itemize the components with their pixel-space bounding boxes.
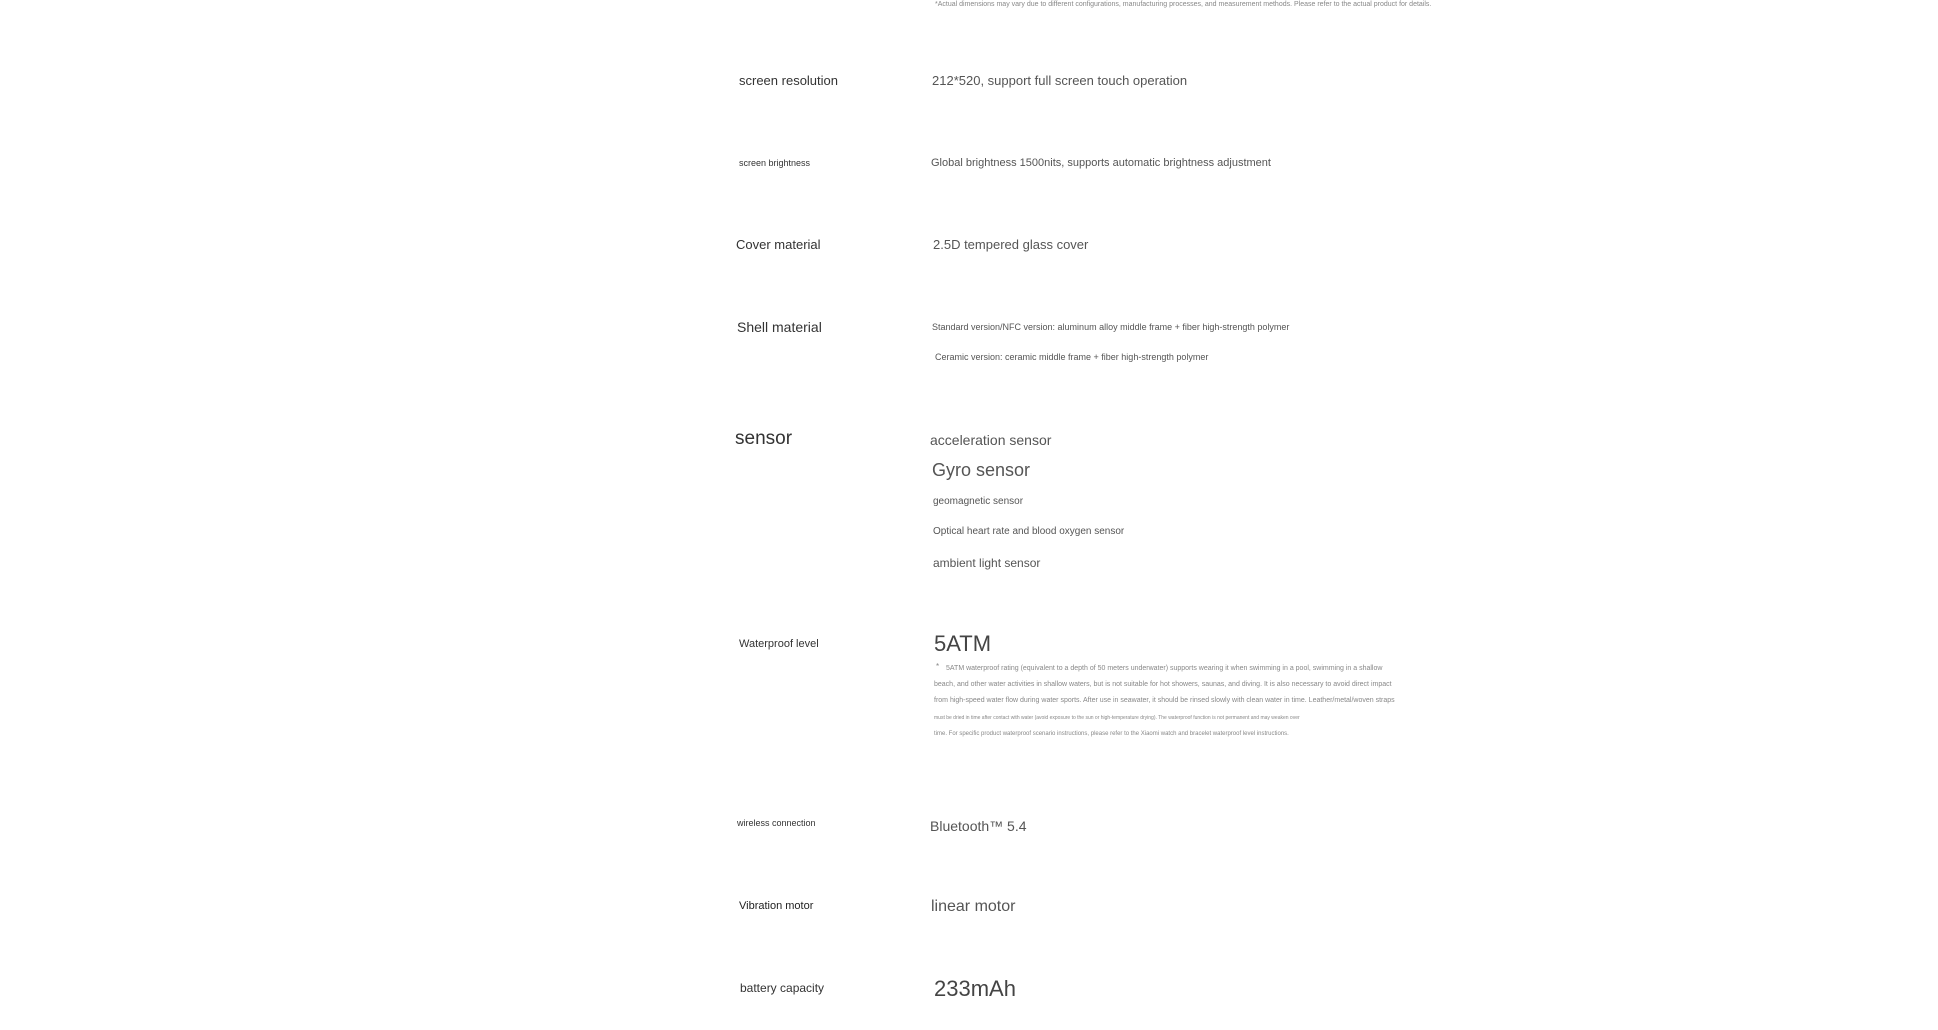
dimensions-footnote: *Actual dimensions may vary due to different configurations, manufacturing processes, and measurement methods. Please refer to the actual product for details. bbox=[935, 1, 1432, 8]
spec-value-sensor-ambient-light: ambient light sensor bbox=[933, 556, 1041, 570]
spec-label-shell-material: Shell material bbox=[737, 319, 822, 335]
spec-label-waterproof-level: Waterproof level bbox=[739, 638, 819, 650]
spec-label-screen-brightness: screen brightness bbox=[739, 158, 811, 168]
spec-label-battery-capacity: battery capacity bbox=[740, 981, 825, 995]
waterproof-note-line: 5ATM waterproof rating (equivalent to a depth of 50 meters underwater) supports wearing it when swimming in a pool, swimming in a shallow bbox=[946, 665, 1383, 672]
spec-value-sensor-acceleration: acceleration sensor bbox=[930, 432, 1052, 448]
spec-value-battery-capacity: 233mAh bbox=[934, 976, 1016, 1001]
spec-label-screen-resolution: screen resolution bbox=[739, 73, 838, 88]
waterproof-note-line: beach, and other water activities in shallow waters, but is not suitable for hot showers, saunas, and diving. It is also necessary to avoid direct impact bbox=[934, 681, 1392, 688]
spec-label-wireless-connection: wireless connection bbox=[737, 818, 816, 828]
spec-label-sensor: sensor bbox=[735, 428, 793, 449]
spec-value-waterproof-rating: 5ATM bbox=[934, 631, 992, 656]
spec-value-vibration-motor: linear motor bbox=[931, 898, 1016, 915]
spec-value-sensor-geomagnetic: geomagnetic sensor bbox=[933, 496, 1024, 507]
spec-value-screen-brightness: Global brightness 1500nits, supports automatic brightness adjustment bbox=[931, 157, 1271, 169]
spec-label-vibration-motor: Vibration motor bbox=[739, 900, 814, 912]
spec-value-screen-resolution: 212*520, support full screen touch operation bbox=[932, 73, 1188, 88]
waterproof-note-line: must be dried in time after contact with water (avoid exposure to the sun or high-temperature drying). The waterproof function is not permanent and may weaken over bbox=[934, 715, 1300, 721]
spec-value-shell-material-standard: Standard version/NFC version: aluminum alloy middle frame + fiber high-strength polymer bbox=[932, 322, 1290, 332]
spec-label-cover-material: Cover material bbox=[736, 237, 821, 252]
spec-value-cover-material: 2.5D tempered glass cover bbox=[933, 237, 1089, 252]
waterproof-note-line: from high-speed water flow during water sports. After use in seawater, it should be rinsed slowly with clean water in time. Leather/metal/woven straps bbox=[934, 697, 1395, 704]
spec-value-sensor-heart-rate: Optical heart rate and blood oxygen sensor bbox=[933, 526, 1125, 537]
spec-value-sensor-gyro: Gyro sensor bbox=[932, 460, 1031, 480]
waterproof-note-bullet: * bbox=[936, 662, 940, 671]
waterproof-note-line: time. For specific product waterproof scenario instructions, please refer to the Xiaomi watch and bracelet waterproof level instructions. bbox=[934, 731, 1289, 737]
spec-value-shell-material-ceramic: Ceramic version: ceramic middle frame + fiber high-strength polymer bbox=[935, 352, 1209, 362]
spec-value-wireless-connection: Bluetooth™ 5.4 bbox=[930, 818, 1027, 834]
